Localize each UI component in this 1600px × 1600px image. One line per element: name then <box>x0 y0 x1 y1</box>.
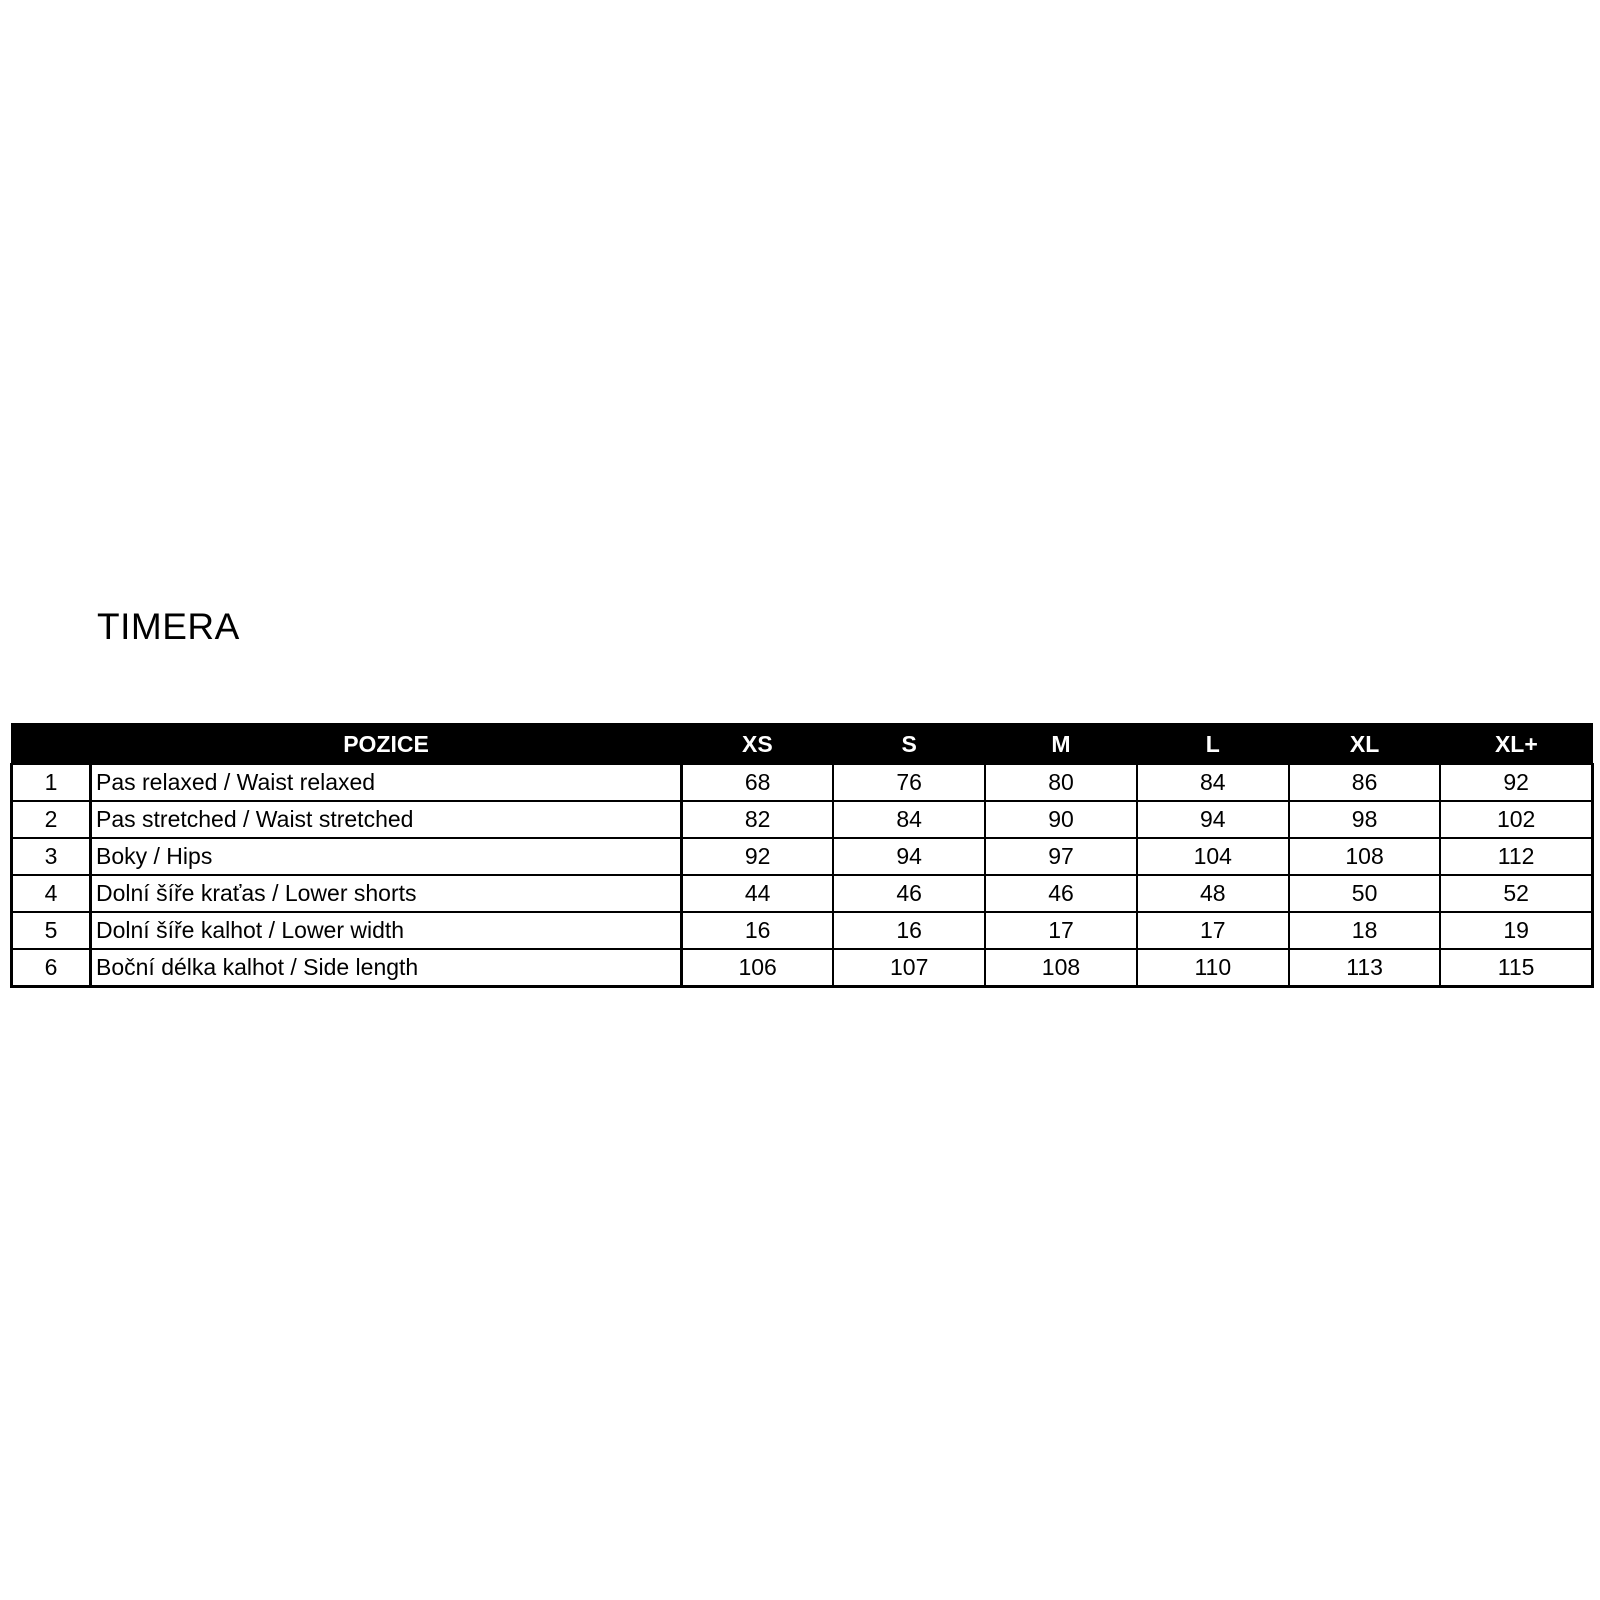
value-cell: 76 <box>833 764 985 801</box>
value-cell: 112 <box>1440 838 1592 875</box>
value-cell: 92 <box>1440 764 1592 801</box>
value-cell: 113 <box>1289 949 1441 986</box>
value-cell: 92 <box>682 838 834 875</box>
value-cell: 98 <box>1289 801 1441 838</box>
table-row <box>12 801 1593 838</box>
value-cell: 94 <box>833 838 985 875</box>
value-cell: 18 <box>1289 912 1441 949</box>
header-cell-position: POZICE <box>91 724 682 764</box>
page-title: TIMERA <box>97 606 240 647</box>
value-cell: 94 <box>1137 801 1289 838</box>
value-cell: 108 <box>1289 838 1441 875</box>
value-cell: 46 <box>985 875 1137 912</box>
value-cell: 48 <box>1137 875 1289 912</box>
value-cell: 52 <box>1440 875 1592 912</box>
header-cell-size-xl: XL <box>1289 724 1441 764</box>
value-cell: 50 <box>1289 875 1441 912</box>
row-number: 5 <box>12 912 91 949</box>
value-cell: 104 <box>1137 838 1289 875</box>
value-cell: 17 <box>985 912 1137 949</box>
value-cell: 46 <box>833 875 985 912</box>
row-label: Pas relaxed / Waist relaxed <box>91 764 682 801</box>
value-cell: 102 <box>1440 801 1592 838</box>
value-cell: 106 <box>682 949 834 986</box>
value-cell: 16 <box>682 912 834 949</box>
value-cell: 86 <box>1289 764 1441 801</box>
value-cell: 19 <box>1440 912 1592 949</box>
value-cell: 84 <box>1137 764 1289 801</box>
table-row <box>12 764 1593 801</box>
value-cell: 108 <box>985 949 1137 986</box>
value-cell: 110 <box>1137 949 1289 986</box>
row-number: 4 <box>12 875 91 912</box>
value-cell: 44 <box>682 875 834 912</box>
row-label: Pas stretched / Waist stretched <box>91 801 682 838</box>
value-cell: 84 <box>833 801 985 838</box>
header-cell-size-m: M <box>985 724 1137 764</box>
row-number: 2 <box>12 801 91 838</box>
value-cell: 68 <box>682 764 834 801</box>
table-row <box>12 912 1593 949</box>
table-row <box>12 875 1593 912</box>
header-cell-size-s: S <box>833 724 985 764</box>
header-cell-size-xl-plus: XL+ <box>1440 724 1592 764</box>
table-row <box>12 949 1593 986</box>
value-cell: 90 <box>985 801 1137 838</box>
value-cell: 115 <box>1440 949 1592 986</box>
value-cell: 80 <box>985 764 1137 801</box>
value-cell: 17 <box>1137 912 1289 949</box>
row-number: 1 <box>12 764 91 801</box>
table-row <box>12 838 1593 875</box>
row-label: Boční délka kalhot / Side length <box>91 949 682 986</box>
header-cell-size-l: L <box>1137 724 1289 764</box>
row-label: Dolní šíře kalhot / Lower width <box>91 912 682 949</box>
value-cell: 16 <box>833 912 985 949</box>
table-header-row <box>12 724 1593 764</box>
value-cell: 107 <box>833 949 985 986</box>
row-number: 6 <box>12 949 91 986</box>
row-label: Dolní šíře kraťas / Lower shorts <box>91 875 682 912</box>
value-cell: 82 <box>682 801 834 838</box>
header-cell-number <box>12 724 91 764</box>
value-cell: 97 <box>985 838 1137 875</box>
size-table <box>10 723 1594 988</box>
header-cell-size-xs: XS <box>682 724 834 764</box>
row-number: 3 <box>12 838 91 875</box>
row-label: Boky / Hips <box>91 838 682 875</box>
